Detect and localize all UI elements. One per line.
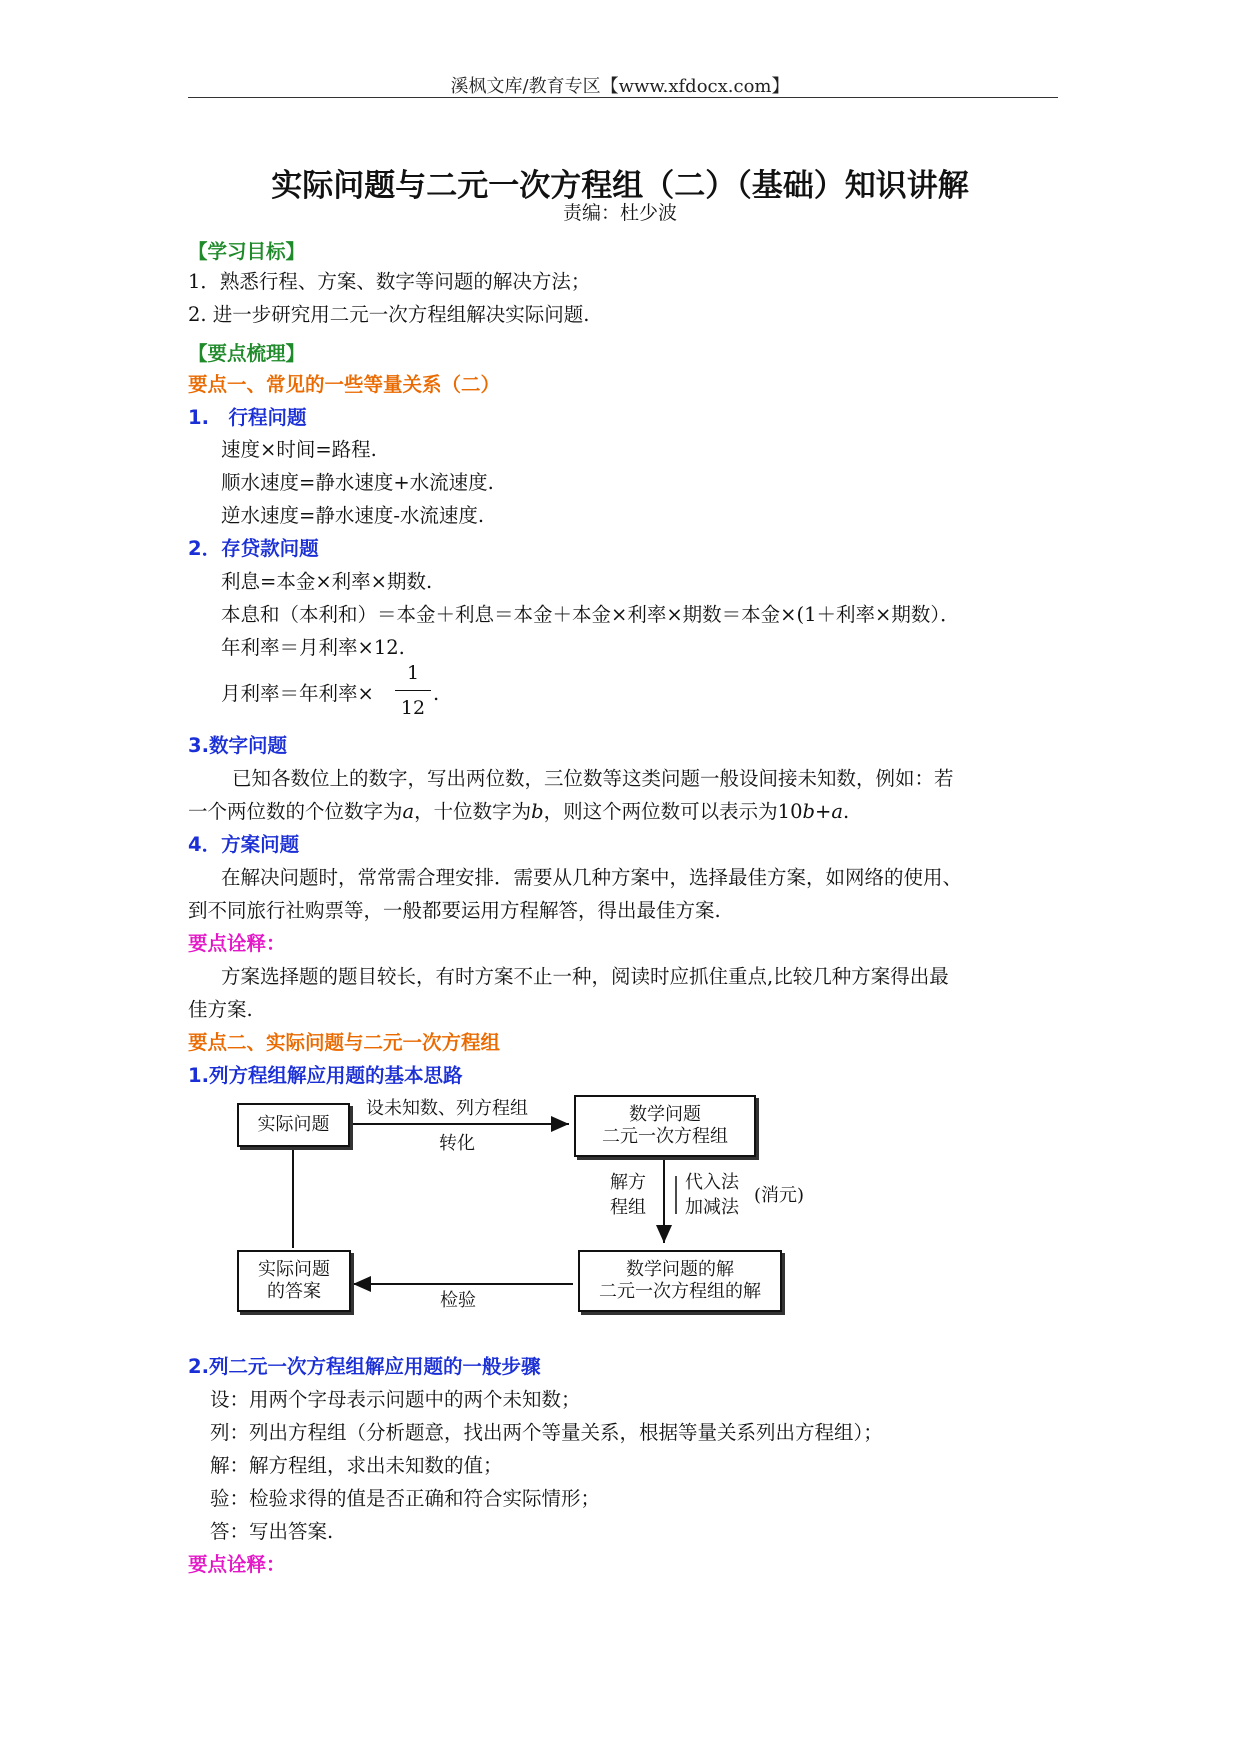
note-heading: 要点诠释： <box>188 932 286 955</box>
idea-heading: 1.列方程组解应用题的基本思路 <box>188 1064 463 1087</box>
learning-goals-heading: 【学习目标】 <box>188 240 306 263</box>
step-item: 设：用两个字母表示问题中的两个未知数； <box>210 1388 581 1411</box>
learning-goal-item: 2. 进一步研究用二元一次方程组解决实际问题. <box>188 303 590 326</box>
note-heading-2: 要点诠释： <box>188 1553 286 1576</box>
deposit-formula: 本息和（本利和）＝本金＋利息＝本金＋本金×利率×期数＝本金×(1＋利率×期数）． <box>221 603 960 626</box>
label-solve-line2: 程组 <box>610 1197 646 1218</box>
page-header: 溪枫文库/教育专区【www.xfdocx.com】 <box>450 76 790 97</box>
travel-formula: 逆水速度=静水速度-水流速度. <box>221 504 485 527</box>
key-points-heading: 【要点梳理】 <box>188 342 306 365</box>
note-paragraph-line: 佳方案. <box>188 998 253 1021</box>
label-substitution-method: 代入法 <box>685 1172 739 1193</box>
point2-heading: 要点二、实际问题与二元一次方程组 <box>188 1031 501 1054</box>
plan-paragraph-line: 在解决问题时，常常需合理安排．需要从几种方案中，选择最佳方案，如网络的使用、 <box>221 866 963 889</box>
step-item: 解：解方程组，求出未知数的值； <box>210 1454 503 1477</box>
travel-heading: 1. 行程问题 <box>188 406 307 429</box>
step-item: 答：写出答案. <box>210 1520 334 1543</box>
arrow-label-transform: 转化 <box>439 1133 475 1154</box>
point1-heading: 要点一、常见的一些等量关系（二） <box>188 373 501 396</box>
step-item: 验：检验求得的值是否正确和符合实际情形； <box>210 1487 601 1510</box>
box-math-solution: 数学问题的解 二元一次方程组的解 <box>578 1250 782 1312</box>
box-math-problem: 数学问题 二元一次方程组 <box>574 1095 756 1157</box>
digits-paragraph-line: 一个两位数的个位数字为a，十位数字为b，则这个两位数可以表示为10b+a. <box>188 800 850 823</box>
plan-paragraph-line: 到不同旅行社购票等，一般都要运用方程解答，得出最佳方案. <box>188 899 721 922</box>
travel-formula: 顺水速度=静水速度+水流速度. <box>221 471 494 494</box>
label-elimination-method: 加减法 <box>685 1197 739 1218</box>
arrow-label-setup: 设未知数、列方程组 <box>366 1098 528 1119</box>
label-solve-line1: 解方 <box>610 1172 646 1193</box>
variable-b: b <box>531 800 544 823</box>
fraction-denominator: 12 <box>400 697 426 719</box>
digits-paragraph-line: 已知各数位上的数字，写出两位数，三位数等这类问题一般设间接未知数，例如：若 <box>232 767 954 790</box>
deposit-formula: 年利率＝月利率×12. <box>221 636 405 659</box>
digits-heading: 3.数字问题 <box>188 734 287 757</box>
deposit-heading: 2．存贷款问题 <box>188 537 319 560</box>
box-real-answer: 实际问题 的答案 <box>237 1250 351 1312</box>
steps-heading: 2.列二元一次方程组解应用题的一般步骤 <box>188 1355 541 1378</box>
monthly-rate-prefix: 月利率＝年利率× <box>221 682 374 705</box>
monthly-rate-suffix: . <box>433 682 440 705</box>
learning-goal-item: 1．熟悉行程、方案、数字等问题的解决方法； <box>188 270 591 293</box>
note-paragraph-line: 方案选择题的题目较长，有时方案不止一种，阅读时应抓住重点,比较几种方案得出最 <box>221 965 949 988</box>
variable-a: a <box>402 800 415 823</box>
editor-line: 责编：杜少波 <box>562 202 677 224</box>
arrow-label-check: 检验 <box>440 1290 476 1311</box>
document-title: 实际问题与二元一次方程组（二）（基础）知识讲解 <box>271 168 969 204</box>
box-real-problem: 实际问题 <box>237 1103 350 1147</box>
travel-formula: 速度×时间=路程. <box>221 438 377 461</box>
fraction-numerator: 1 <box>406 662 420 684</box>
deposit-formula: 利息=本金×利率×期数. <box>221 570 433 593</box>
label-elimination-note: (消元) <box>754 1185 805 1206</box>
plan-heading: 4．方案问题 <box>188 833 300 856</box>
step-item: 列：列出方程组（分析题意，找出两个等量关系，根据等量关系列出方程组）； <box>210 1421 883 1444</box>
